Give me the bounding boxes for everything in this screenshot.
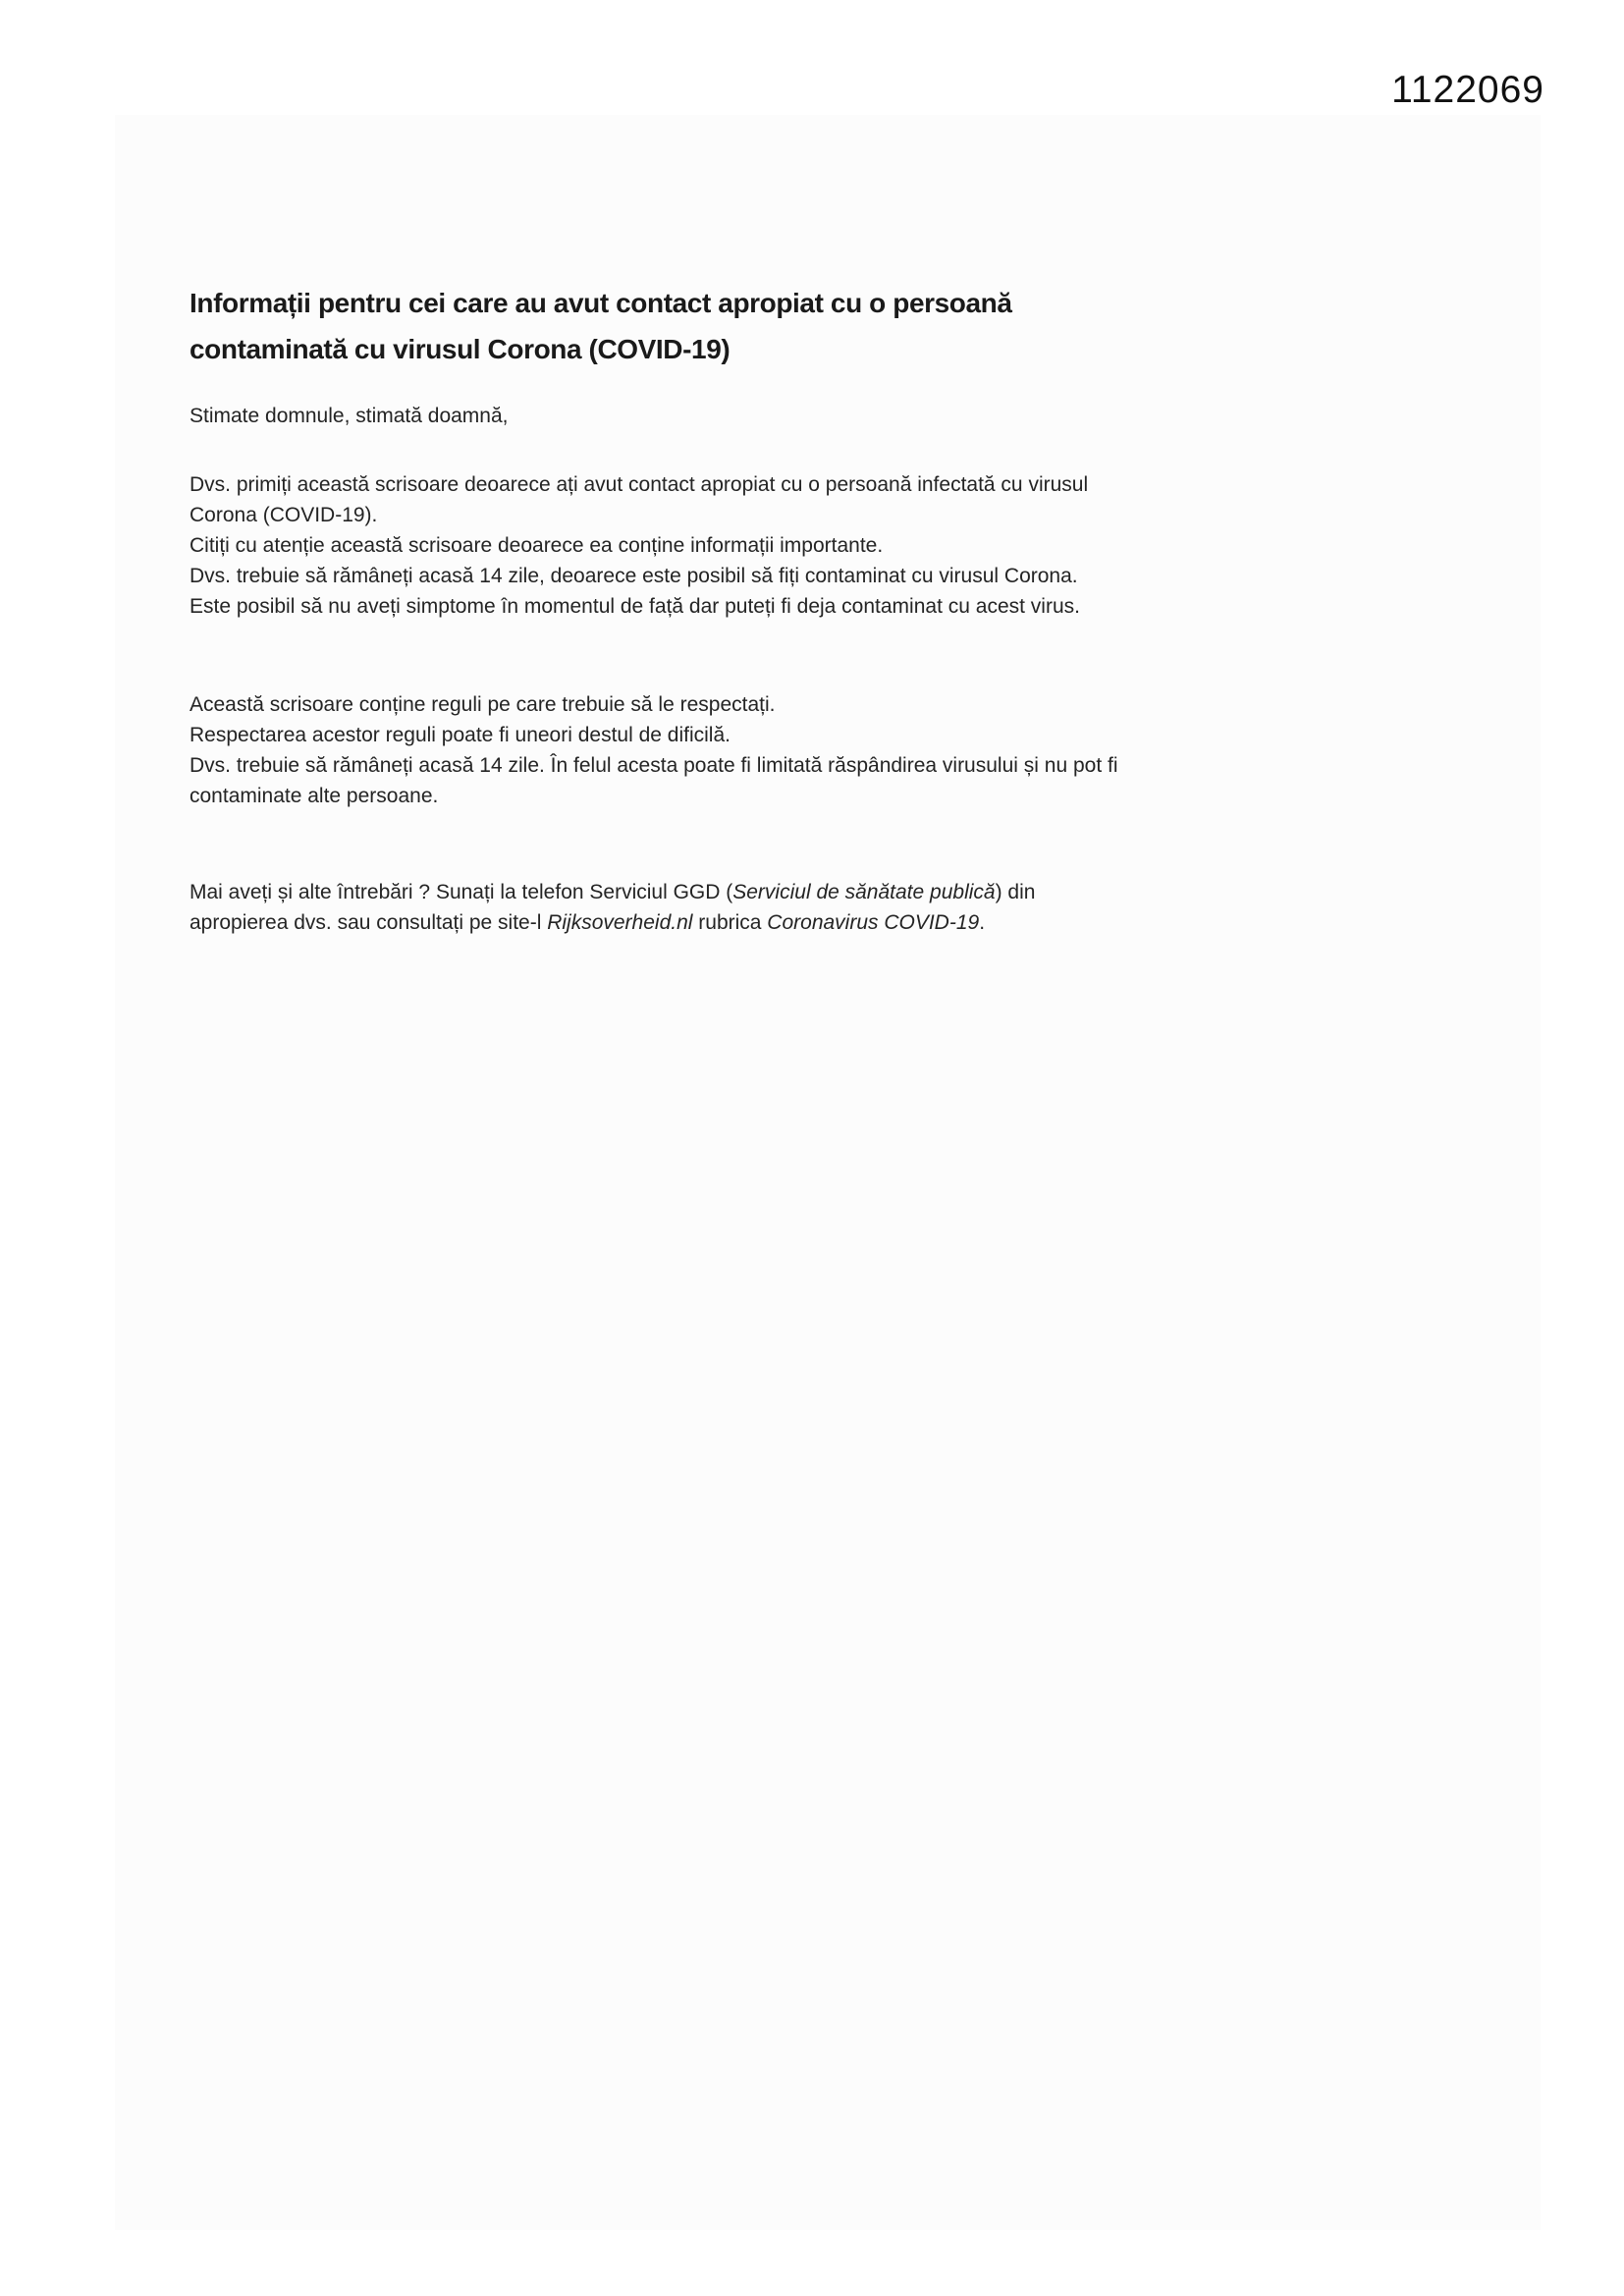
body-line: Respectarea acestor reguli poate fi uneori destul de dificilă. <box>189 724 731 746</box>
closing-text: rubrica <box>692 911 768 934</box>
letter-title-line-2: contaminată cu virusul Corona (COVID-19) <box>189 334 731 364</box>
body-line <box>189 907 1035 938</box>
closing-text: . <box>979 911 986 934</box>
closing-text: ) din <box>995 881 1036 903</box>
body-line: Dvs. trebuie să rămâneți acasă 14 zile. În felul acesta poate fi limitată răspândirea virusului și nu pot fi <box>189 754 1118 777</box>
paragraph-1 <box>189 469 1088 622</box>
letter-title <box>189 280 1270 372</box>
paragraph-2 <box>189 689 1117 811</box>
closing-italic-ggd-description: Serviciul de sănătate publică <box>732 881 996 903</box>
letter-title-line-1: Informații pentru cei care au avut contact apropiat cu o persoană <box>189 288 1012 318</box>
body-line: Această scrisoare conține reguli pe care trebuie să le respectați. <box>189 693 776 716</box>
scan-id-number: 1122069 <box>1391 69 1544 111</box>
paragraph-3 <box>189 877 1035 938</box>
body-line: Dvs. primiți această scrisoare deoarece ați avut contact apropiat cu o persoană infectată cu virusul <box>189 473 1089 496</box>
closing-text: apropierea dvs. sau consultați pe site-l <box>189 911 548 934</box>
greeting-line: Stimate domnule, stimată doamnă, <box>189 405 509 427</box>
closing-text: Mai aveți și alte întrebări ? Sunați la telefon Serviciul GGD ( <box>189 881 733 903</box>
closing-italic-rubric: Coronavirus COVID-19 <box>767 911 980 934</box>
body-line <box>189 877 1035 907</box>
body-line: Citiți cu atenție această scrisoare deoarece ea conține informații importante. <box>189 534 884 557</box>
closing-italic-website: Rijksoverheid.nl <box>547 911 693 934</box>
body-line: contaminate alte persoane. <box>189 785 439 807</box>
body-line: Este posibil să nu aveți simptome în momentul de față dar puteți fi deja contaminat cu acest virus. <box>189 595 1080 618</box>
scanned-sheet-background <box>115 115 1541 2230</box>
body-line: Dvs. trebuie să rămâneți acasă 14 zile, deoarece este posibil să fiți contaminat cu virusul Corona. <box>189 565 1078 587</box>
body-line: Corona (COVID-19). <box>189 504 378 526</box>
